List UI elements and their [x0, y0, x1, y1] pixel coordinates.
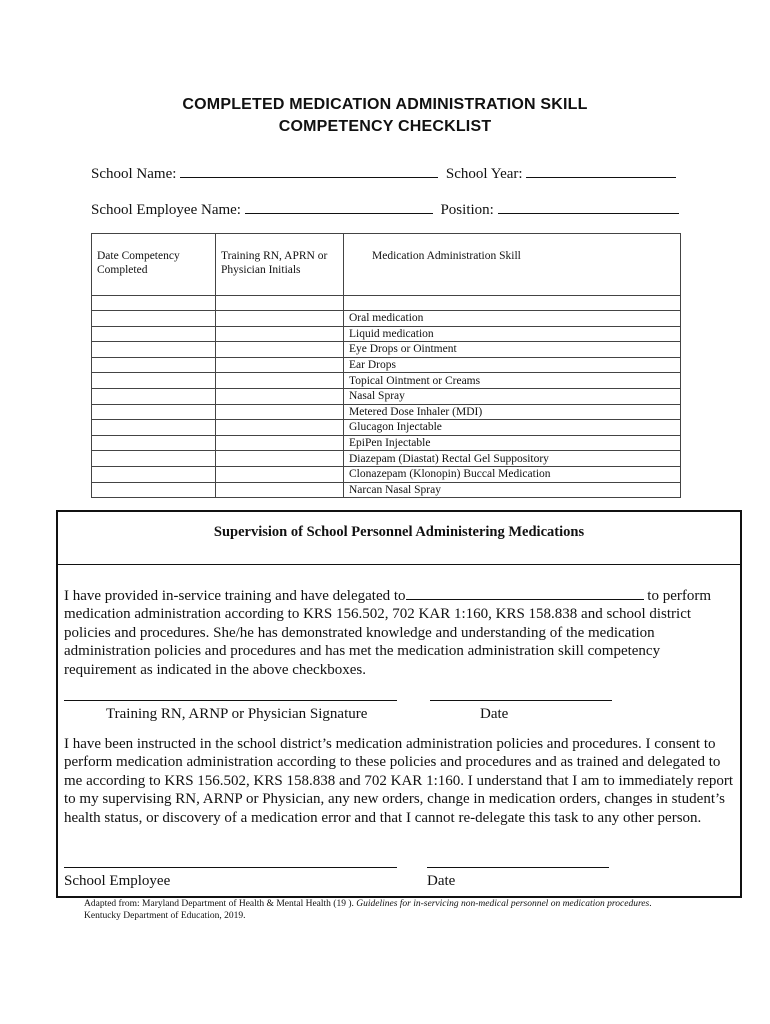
table-header-row — [92, 234, 681, 296]
initials-cell[interactable] — [216, 373, 344, 389]
date-cell[interactable] — [92, 357, 216, 373]
employee-signature-line[interactable] — [64, 867, 397, 868]
date-cell[interactable] — [92, 451, 216, 467]
skills-table — [91, 233, 681, 498]
delegate-name-field[interactable] — [406, 586, 644, 600]
initials-cell[interactable] — [216, 420, 344, 436]
date-cell[interactable] — [92, 296, 216, 311]
position-label: Position: — [440, 202, 494, 218]
initials-cell[interactable] — [216, 482, 344, 498]
trainer-signature-label: Training RN, ARNP or Physician Signature — [106, 706, 368, 722]
table-row — [92, 296, 681, 311]
employee-name-label: School Employee Name: — [91, 202, 241, 218]
trainer-signature-line[interactable] — [64, 700, 397, 701]
table-row — [92, 435, 681, 451]
skill-cell: Diazepam (Diastat) Rectal Gel Suppository — [344, 451, 681, 467]
date-cell[interactable] — [92, 373, 216, 389]
col-date-header: Date Competency Completed — [92, 234, 216, 296]
skill-cell: Oral medication — [344, 311, 681, 327]
skill-cell: Eye Drops or Ointment — [344, 342, 681, 358]
employee-date-line[interactable] — [427, 867, 609, 868]
date-cell[interactable] — [92, 326, 216, 342]
date-cell[interactable] — [92, 388, 216, 404]
date-cell[interactable] — [92, 342, 216, 358]
trainer-date-label: Date — [480, 706, 509, 722]
initials-cell[interactable] — [216, 435, 344, 451]
table-row — [92, 420, 681, 436]
col-initials-header: Training RN, APRN or Physician Initials — [216, 234, 344, 296]
consent-paragraph: I have been instructed in the school district’s medication administration policies and procedures. I consent to perform medication administration according to these policies and procedures and as trained and delegated to me according to KRS 156.502, KRS 158.838 and 702 KAR 1:160. I understand that I am to immediately report to my supervising RN, ARNP or Physician, any new orders, change in medication orders, changes in student’s health status, or discovery of a medication error and that I cannot re-delegate this task to any other person. — [64, 736, 734, 826]
skill-cell: Topical Ointment or Creams — [344, 373, 681, 389]
source-footnote — [84, 898, 684, 922]
skill-cell: Metered Dose Inhaler (MDI) — [344, 404, 681, 420]
school-year-label: School Year: — [445, 166, 523, 182]
position-field[interactable] — [498, 199, 679, 214]
supervision-box — [56, 510, 742, 898]
table-row — [92, 451, 681, 467]
initials-cell[interactable] — [216, 326, 344, 342]
date-cell[interactable] — [92, 482, 216, 498]
delegation-text-end: to perform medication administration according to KRS 156.502, 702 KAR 1:160, KRS 158.838 and school district policies and procedures. She/he has demonstrated knowledge and understanding of the medication administration policies and procedures and has met the medication administration skill competency requirement as indicated in the above checkboxes. — [64, 588, 712, 678]
skill-cell: Narcan Nasal Spray — [344, 482, 681, 498]
trainer-date-line[interactable] — [430, 700, 612, 701]
table-row — [92, 357, 681, 373]
school-name-field[interactable] — [180, 163, 438, 178]
table-row — [92, 311, 681, 327]
initials-cell[interactable] — [216, 296, 344, 311]
table-row — [92, 388, 681, 404]
initials-cell[interactable] — [216, 466, 344, 482]
table-row — [92, 482, 681, 498]
employee-name-field[interactable] — [245, 199, 433, 214]
form-title-line2: COMPETENCY CHECKLIST — [278, 118, 492, 135]
footnote-suffix: . Kentucky Department of Education, 2019. — [84, 899, 652, 921]
employee-row — [91, 199, 679, 219]
skill-cell: Liquid medication — [344, 326, 681, 342]
footnote-prefix: Adapted from: Maryland Department of Health & Mental Health (19 ). — [84, 899, 357, 909]
date-cell[interactable] — [92, 435, 216, 451]
table-row — [92, 326, 681, 342]
skill-cell: Clonazepam (Klonopin) Buccal Medication — [344, 466, 681, 482]
footnote-title: Guidelines for in-servicing non-medical personnel on medication procedures — [356, 899, 650, 909]
skill-cell: Nasal Spray — [344, 388, 681, 404]
school-name-label: School Name: — [91, 166, 177, 182]
col-skill-header: Medication Administration Skill — [344, 234, 681, 296]
table-row — [92, 373, 681, 389]
employee-date-label: Date — [427, 873, 456, 889]
employee-signature-label: School Employee — [64, 873, 171, 889]
table-row — [92, 404, 681, 420]
skill-cell: Ear Drops — [344, 357, 681, 373]
school-year-field[interactable] — [526, 163, 676, 178]
initials-cell[interactable] — [216, 404, 344, 420]
supervision-heading: Supervision of School Personnel Administering Medications — [58, 512, 740, 565]
skill-cell: EpiPen Injectable — [344, 435, 681, 451]
table-row — [92, 342, 681, 358]
date-cell[interactable] — [92, 466, 216, 482]
initials-cell[interactable] — [216, 311, 344, 327]
initials-cell[interactable] — [216, 342, 344, 358]
date-cell[interactable] — [92, 311, 216, 327]
form-title-line1: COMPLETED MEDICATION ADMINISTRATION SKILL — [182, 96, 588, 113]
delegation-paragraph — [64, 586, 736, 679]
skill-cell: Glucagon Injectable — [344, 420, 681, 436]
delegation-text-start: I have provided in-service training and have delegated to — [64, 588, 406, 604]
initials-cell[interactable] — [216, 451, 344, 467]
date-cell[interactable] — [92, 404, 216, 420]
date-cell[interactable] — [92, 420, 216, 436]
school-name-row — [91, 163, 676, 183]
initials-cell[interactable] — [216, 357, 344, 373]
initials-cell[interactable] — [216, 388, 344, 404]
skill-cell — [344, 296, 681, 311]
table-row — [92, 466, 681, 482]
